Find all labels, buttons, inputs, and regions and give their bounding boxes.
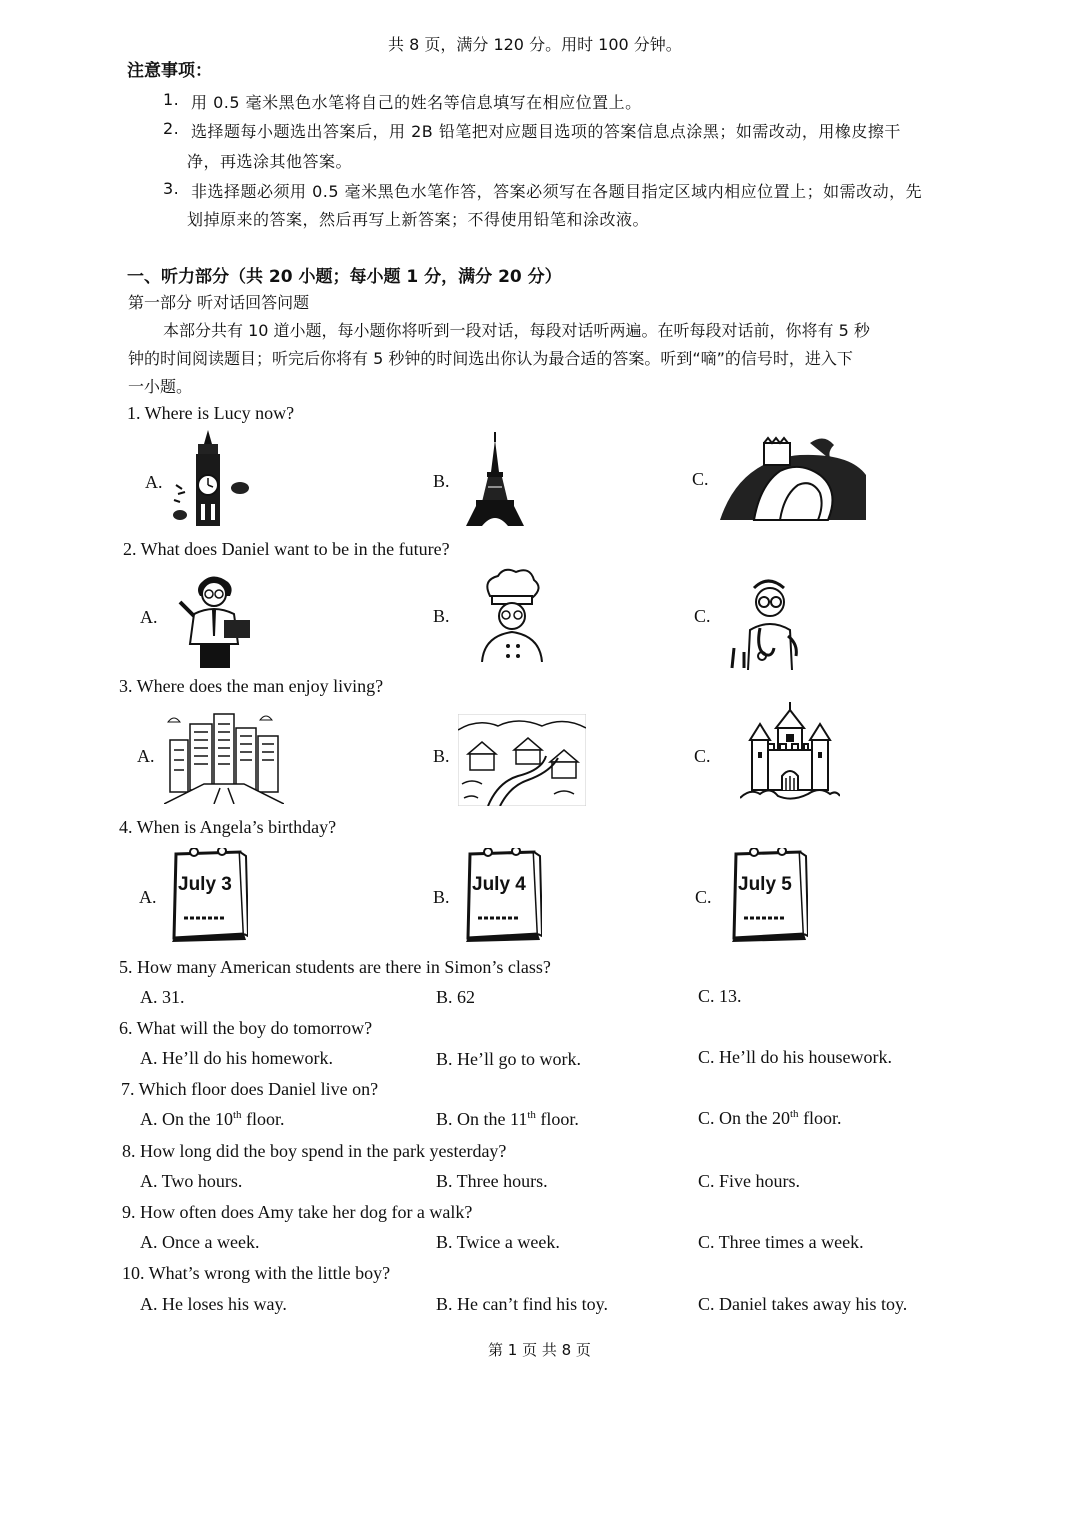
section-title: 一、听力部分（共 20 小题；每小题 1 分，满分 20 分） — [127, 267, 562, 287]
calendar-icon-a — [170, 848, 248, 942]
calendar-date-c: July 5 — [738, 874, 792, 895]
question-2-text: 2. What does Daniel want to be in the future? — [123, 539, 450, 559]
question-5-option-c: C. 13. — [698, 986, 742, 1006]
question-3-text: 3. Where does the man enjoy living? — [119, 676, 384, 696]
question-10-option-a: A. He loses his way. — [140, 1294, 287, 1314]
big-ben-icon — [168, 430, 258, 530]
question-3-option-a-label: A. — [137, 746, 155, 766]
question-8-option-b: B. Three hours. — [436, 1171, 548, 1191]
question-9-text: 9. How often does Amy take her dog for a walk? — [122, 1202, 473, 1222]
teacher-icon — [172, 570, 258, 668]
note-1-number: 1. — [163, 90, 180, 109]
question-7-option-c-suffix: th — [790, 1108, 799, 1120]
question-5-option-b: B. 62 — [436, 987, 476, 1007]
calendar-date-a: July 3 — [178, 874, 232, 895]
castle-icon — [740, 702, 840, 804]
question-8-text: 8. How long did the boy spend in the park yesterday? — [122, 1141, 507, 1161]
instructions-line-2: 钟的时间阅读题目；听完后你将有 5 秒钟的时间选出你认为最合适的答案。听到“嘀”的信号时，进入下 — [128, 349, 853, 368]
question-4-option-a-label: A. — [139, 887, 157, 907]
question-7-option-c — [698, 1108, 842, 1129]
question-9-option-c: C. Three times a week. — [698, 1232, 864, 1252]
doctor-icon — [728, 574, 812, 670]
question-1-option-c-label: C. — [692, 469, 709, 489]
question-2-option-b-label: B. — [433, 606, 450, 626]
question-6-option-c: C. He’ll do his housework. — [698, 1047, 892, 1067]
question-8-option-c: C. Five hours. — [698, 1171, 801, 1191]
chef-icon — [478, 568, 546, 662]
question-7-text: 7. Which floor does Daniel live on? — [121, 1079, 379, 1099]
question-7-option-b-suffix: th — [527, 1109, 536, 1121]
question-8-option-a: A. Two hours. — [140, 1171, 243, 1191]
note-1-text: 用 0.5 毫米黑色水笔将自己的姓名等信息填写在相应位置上。 — [191, 93, 642, 112]
village-icon — [458, 714, 586, 806]
question-7-option-a — [140, 1109, 285, 1130]
question-10-option-b: B. He can’t find his toy. — [436, 1294, 608, 1314]
exam-subtitle: 共 8 页，满分 120 分。用时 100 分钟。 — [388, 35, 682, 54]
question-6-option-b: B. He’ll go to work. — [436, 1049, 581, 1069]
question-7-option-c-prefix: C. On the 20 — [698, 1108, 790, 1128]
calendar-date-b: July 4 — [472, 874, 526, 895]
note-2-number: 2. — [163, 119, 180, 138]
question-4-option-c-label: C. — [695, 887, 712, 907]
question-2-option-a-label: A. — [140, 607, 158, 627]
note-3-number: 3. — [163, 179, 180, 198]
question-9-option-a: A. Once a week. — [140, 1232, 260, 1252]
note-3-text-line1: 非选择题必须用 0.5 毫米黑色水笔作答，答案必须写在各题目指定区域内相应位置上；如需改动，先 — [191, 182, 923, 201]
notes-title: 注意事项： — [127, 61, 212, 81]
question-5-option-a: A. 31. — [140, 987, 185, 1007]
page-number: 第 1 页 共 8 页 — [488, 1341, 591, 1359]
question-1-text: 1. Where is Lucy now? — [127, 403, 295, 423]
eiffel-tower-icon — [462, 432, 532, 528]
question-7-option-a-prefix: A. On the 10 — [140, 1109, 233, 1129]
question-3-option-b-label: B. — [433, 746, 450, 766]
question-7-option-c-rest: floor. — [798, 1108, 842, 1128]
question-6-text: 6. What will the boy do tomorrow? — [119, 1018, 373, 1038]
calendar-icon-c — [730, 848, 808, 942]
question-9-option-b: B. Twice a week. — [436, 1232, 560, 1252]
question-4-text: 4. When is Angela’s birthday? — [119, 817, 337, 837]
calendar-icon-b — [464, 848, 542, 942]
question-7-option-a-rest: floor. — [241, 1109, 285, 1129]
question-1-option-b-label: B. — [433, 471, 450, 491]
question-10-text: 10. What’s wrong with the little boy? — [122, 1263, 391, 1283]
question-2-option-c-label: C. — [694, 606, 711, 626]
note-2-text-line1: 选择题每小题选出答案后，用 2B 铅笔把对应题目选项的答案信息点涂黑；如需改动，用橡皮擦干 — [191, 122, 901, 141]
note-3-text-line2: 划掉原来的答案，然后再写上新答案；不得使用铅笔和涂改液。 — [187, 210, 650, 229]
question-7-option-b — [436, 1109, 579, 1130]
city-icon — [164, 710, 284, 804]
note-2-text-line2: 净，再选涂其他答案。 — [187, 152, 353, 171]
question-10-option-c: C. Daniel takes away his toy. — [698, 1294, 908, 1314]
question-7-option-b-prefix: B. On the 11 — [436, 1109, 528, 1129]
question-3-option-c-label: C. — [694, 746, 711, 766]
part-title: 第一部分 听对话回答问题 — [128, 293, 310, 312]
question-5-text: 5. How many American students are there in Simon’s class? — [119, 957, 551, 977]
instructions-line-3: 一小题。 — [128, 377, 193, 396]
great-wall-icon — [720, 435, 866, 525]
instructions-line-1: 本部分共有 10 道小题，每小题你将听到一段对话，每段对话听两遍。在听每段对话前，你将有 5 秒 — [163, 321, 870, 340]
question-7-option-b-rest: floor. — [535, 1109, 579, 1129]
question-1-option-a-label: A. — [145, 472, 163, 492]
question-7-option-a-suffix: th — [233, 1109, 242, 1121]
question-4-option-b-label: B. — [433, 887, 450, 907]
question-6-option-a: A. He’ll do his homework. — [140, 1048, 333, 1068]
